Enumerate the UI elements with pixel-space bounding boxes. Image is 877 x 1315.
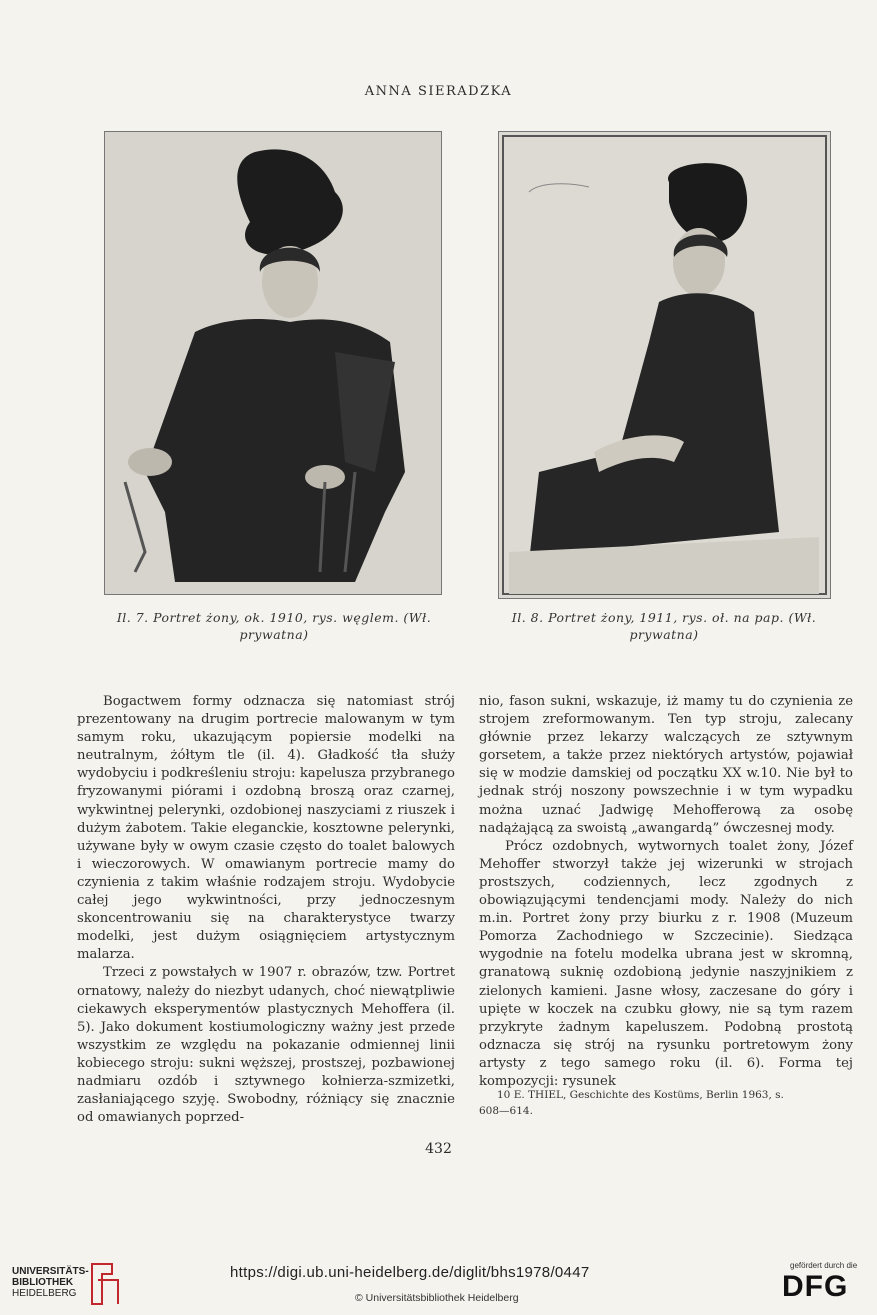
library-line3: HEIDELBERG [12,1288,77,1299]
library-line2: BIBLIOTHEK [12,1277,74,1288]
figure-7-image [104,131,442,595]
left-text-column [77,693,455,1127]
footnote [479,1087,853,1119]
page-number: 432 [425,1141,452,1157]
figure-7-caption-line2: prywatna) [239,627,309,642]
paragraph: Trzeci z powstałych w 1907 r. obrazów, tzw. Portret ornatowy, należy do niezbyt udanych, choć niewątpliwie ciekawych eksperymentów plastycznych Mehoffera (il. 5). Jako dokument kostiumologiczny ważny jest przede wszystkim ze względu na pokazanie odmiennej linii kobiecego stroju: sukni węższej, prostszej, pozbawionej nadmiaru ozdób i sztywnego kołnierza-szmizetki, zasłaniającego szyję. Swobodny, różniący się znacznie od omawianych poprzed- [77,965,455,1126]
permalink-url[interactable]: https://digi.ub.uni-heidelberg.de/diglit/bhs1978/0447 [230,1264,590,1281]
library-name [12,1266,89,1299]
funder-note: gefördert durch die [790,1261,858,1270]
right-text-column [479,693,853,1091]
portrait-drawing-seated-woman-fur-hat [499,132,830,598]
figure-7-caption [106,609,442,643]
figure-8-caption-line2: prywatna) [629,627,699,642]
digitization-footer [0,1252,877,1315]
library-line1: UNIVERSITÄTS- [12,1266,89,1277]
dfg-logo: DFG [782,1270,849,1303]
library-logo-icon [88,1260,122,1308]
paragraph: Prócz ozdobnych, wytwornych toalet żony, Józef Mehoffer stworzył także jej wizerunki w strojach prostszych, codziennych, lecz zgodnych z obowiązującymi tendencjami mody. Należy do nich m.in. Portret żony przy biurku z r. 1908 (Muzeum Pomorza Zachodniego w Szczecinie). Siedząca wygodnie na fotelu modelka ubrana jest w skromną, granatową suknię ozdobioną jedynie naszyjnikiem z zielonych kamieni. Jasne włosy, zaczesane do góry i upięte w koczek na czubku głowy, nie są tym razem przykryte żadnym kapeluszem. Podobną prostotą odznacza się strój na rysunku portretowym żony artysty z tego samego roku (il. 6). Forma tej kompozycji: rysunek [479,838,853,1089]
paragraph: nio, fason sukni, wskazuje, iż mamy tu do czynienia ze strojem zreformowanym. Ten typ stroju, zalecany głównie przez lekarzy walczących ze sztywnym gorsetem, a także przez niektórych artystów, pojawiał się w modzie damskiej od początku XX w.10. Nie był to jednak strój noszony powszechnie i w tym wypadku można uznać Jadwigę Mehofferową za osobę nadążającą za swoistą „awangardą” ówczesnej mody. [479,694,853,836]
figure-8-image [498,131,831,599]
running-head: ANNA SIERADZKA [364,84,513,99]
portrait-drawing-seated-woman-hat [105,132,441,594]
footnote-line1: 10 E. THIEL, Geschichte des Kostüms, Berlin 1963, s. [497,1089,784,1101]
footnote-line2: 608—614. [479,1105,533,1117]
figure-7-caption-line1: Il. 7. Portret żony, ok. 1910, rys. węglem. (Wł. [116,610,432,625]
figure-8-caption [494,609,834,643]
figure-8-caption-line1: Il. 8. Portret żony, 1911, rys. oł. na pap. (Wł. [511,610,817,625]
paragraph: Bogactwem formy odznacza się natomiast strój prezentowany na drugim portrecie malowanym w tym samym roku, ukazującym popiersie modelki na neutralnym, żółtym tle (il. 4). Gładkość tła służy wydobyciu i podkreśleniu stroju: kapelusza przybranego fryzowanymi piórami i ozdobną broszą oraz czarnej, wykwintnej pelerynki, ozdobionej naszyciami z riuszek i dużym żabotem. Takie eleganckie, kosztowne pelerynki, używane były w owym czasie często do toalet balowych i wieczorowych. W omawianym portrecie mamy do czynienia z takim właśnie rodzajem stroju. Wydobycie całej jego wykwintności, przy jednoczesnym skoncentrowaniu się na charakterystyce twarzy modelki, jest dużym osiągnięciem artystycznym malarza. [77,694,455,963]
copyright-notice: © Universitätsbibliothek Heidelberg [355,1292,519,1304]
